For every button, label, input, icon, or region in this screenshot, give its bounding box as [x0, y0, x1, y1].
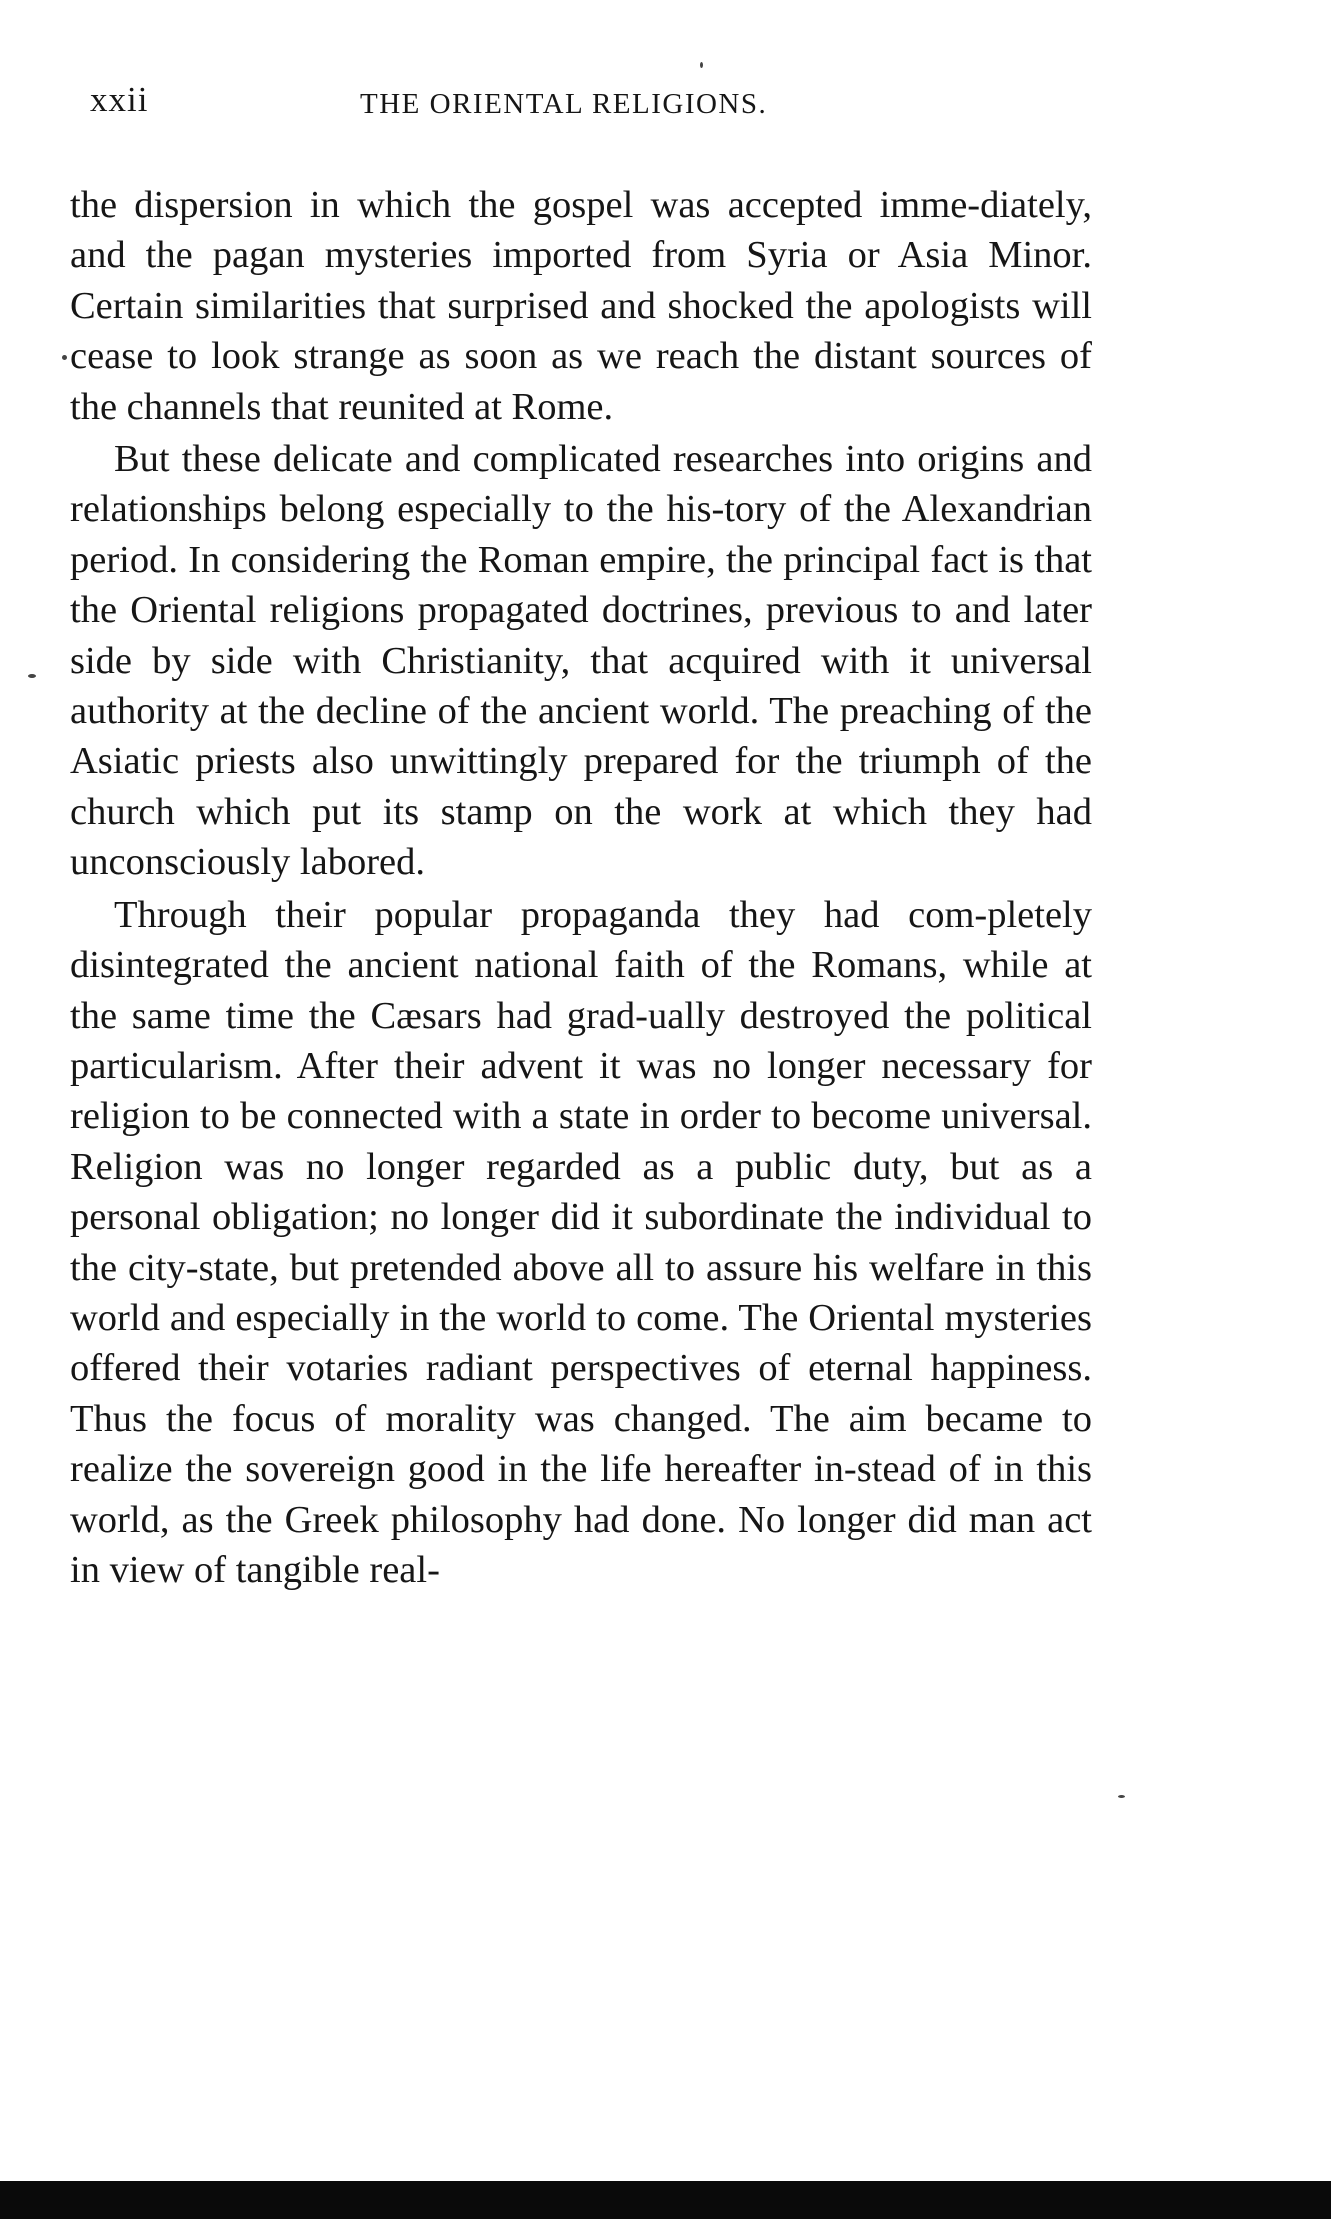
page-header — [90, 80, 1090, 140]
body-text — [70, 180, 1092, 1595]
scan-speck — [28, 674, 36, 678]
running-title: THE ORIENTAL RELIGIONS. — [360, 88, 768, 120]
scan-speck — [62, 355, 67, 360]
paragraph-2: But these delicate and complicated researches into origins and relationships belong especially to the his-tory of the Alexandrian period. In considering the Roman empire, the principal fact is that the Oriental religions propagated doctrines, previous to and later side by side with Christianity, that acquired with it universal authority at the decline of the ancient world. The preaching of the Asiatic priests also unwittingly prepared for the triumph of the church which put its stamp on the work at which they had unconsciously labored. — [70, 438, 1092, 884]
page-number: xxii — [90, 80, 149, 119]
paragraph-3: Through their popular propaganda they had com-pletely disintegrated the ancient national faith of the Romans, while at the same time the Cæsars had grad-ually destroyed the political particularism. After their advent it was no longer necessary for religion to be connected with a state in order to become universal. Religion was no longer regarded as a public duty, but as a personal obligation; no longer did it subordinate the individual to the city-state, but pretended above all to assure his welfare in this world and especially in the world to come. The Oriental mysteries offered their votaries radiant perspectives of eternal happiness. Thus the focus of morality was changed. The aim became to realize the sovereign good in the life hereafter in-stead of in this world, as the Greek philosophy had done. No longer did man act in view of tangible real- — [70, 893, 1092, 1591]
scan-border — [0, 2181, 1331, 2219]
scan-speck — [1118, 1795, 1125, 1798]
paragraph-1: the dispersion in which the gospel was accepted imme-diately, and the pagan mysteries imported from Syria or Asia Minor. Certain similarities that surprised and shocked the apologists will cease to look strange as soon as we reach the distant sources of the channels that reunited at Rome. — [70, 184, 1092, 428]
scan-speck — [700, 62, 703, 68]
